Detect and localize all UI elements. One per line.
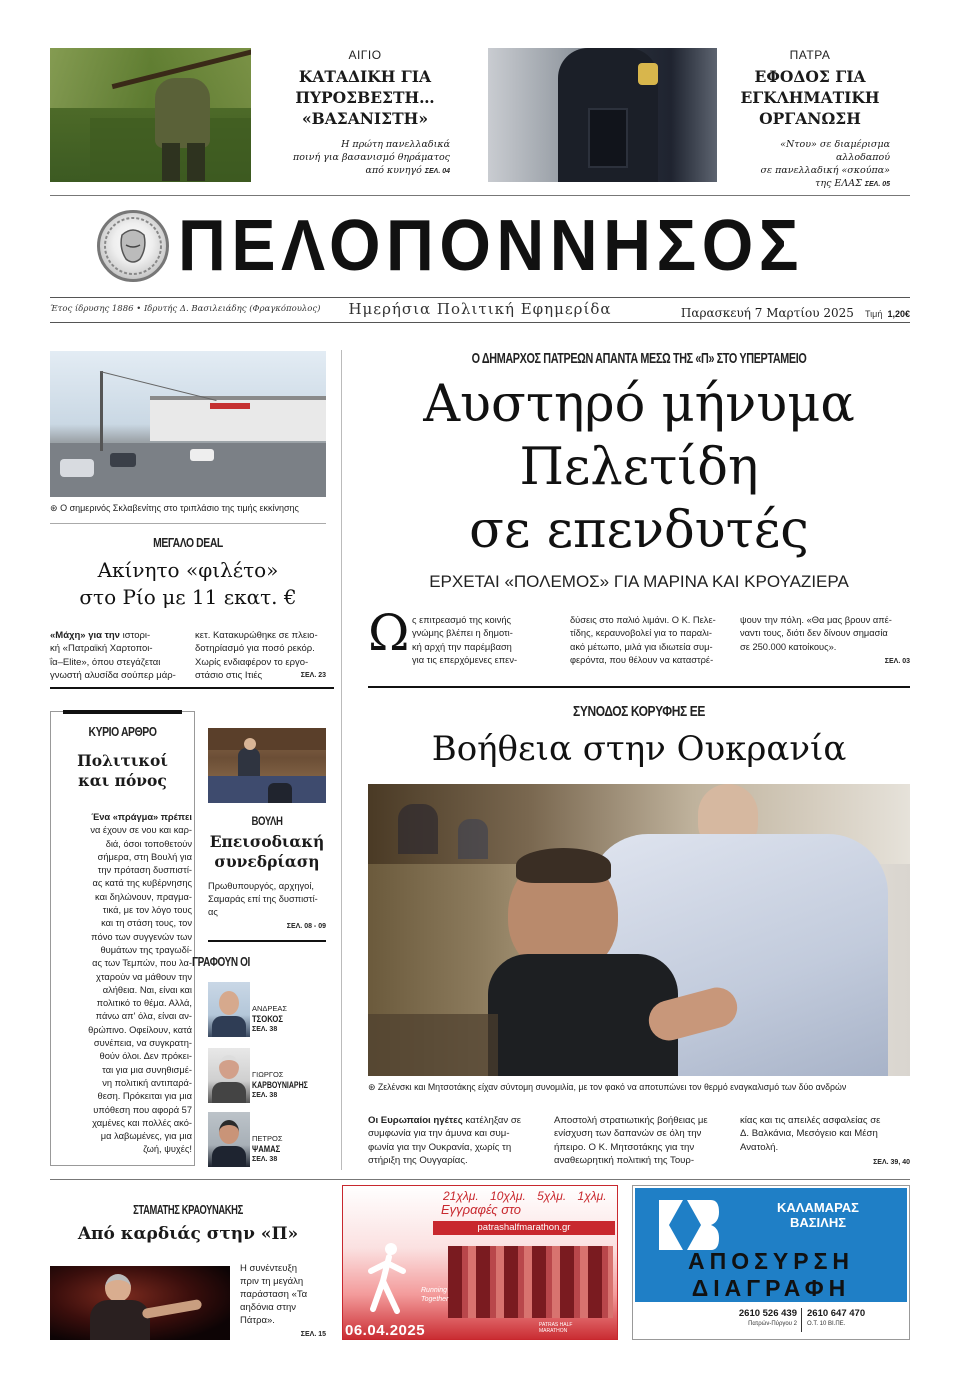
page-ref: ΣΕΛ. 15	[300, 1331, 326, 1338]
lead-story[interactable]	[368, 350, 910, 592]
supermarket-photo	[50, 351, 326, 497]
editorial-headline: Πολιτικοί και πόνος	[77, 751, 168, 790]
camera-icon: ⊛	[50, 503, 58, 513]
columnist-photo	[208, 982, 250, 1037]
kalamaras-name: ΚΑΛΑΜΑΡΑΣ ΒΑΣΙΛΗΣ	[777, 1200, 859, 1230]
rio-col2: κετ. Κατακυρώθηκε σε πλειο- δοτηρίασμό για ποσό ρεκόρ. Χωρίς ενδιαφέρον το εργο- στάσιο στις Ιτιές ΣΕΛ. 23	[195, 630, 326, 681]
camera-icon: ⊛	[368, 1082, 376, 1092]
page-ref: ΣΕΛ. 38	[252, 1156, 278, 1163]
kalamaras-ad[interactable]	[632, 1185, 910, 1340]
story-headline: Ακίνητο «φιλέτο» στο Ρίο με 11 εκατ. €	[79, 558, 297, 609]
story-sub: «Ντου» σε διαμέρισμα αλλοδαπού σε πανελλαδική «σκούπα» της ΕΛΑΣ ΣΕΛ. 05	[760, 139, 890, 189]
dropcap: Ω	[368, 604, 410, 662]
masthead-logo	[97, 210, 169, 282]
story-headline: ΕΦΟΔΟΣ ΓΙΑ ΕΓΚΛΗΜΑΤΙΚΗ ΟΡΓΑΝΩΣΗ	[740, 67, 880, 128]
founded-line: Έτος ίδρυσης 1886 • Ιδρυτής Δ. Βασιλειάδης (Φραγκόπουλος)	[50, 304, 321, 314]
kalamaras-logo	[655, 1196, 721, 1254]
marathon-distances: 21χλμ. 10χλμ. 5χλμ. 1χλμ.	[443, 1189, 607, 1203]
section-kicker: ΣΤΑΜΑΤΗΣ ΚΡΑΟΥΝΑΚΗΣ	[133, 1203, 243, 1217]
tagline: Ημερήσια Πολιτική Εφημερίδα	[348, 300, 612, 318]
section-kicker: ΒΟΥΛΗ	[251, 814, 283, 828]
editorial-body: Ένα «πράγμα» πρέπει να έχουν σε νου και καρ- διά, όσοι τοποθετούν σήμερα, στη Βουλή για την πρόταση δυσπιστί- ας κατά της κυβέρνησης και δηλώνουν, πραγμα- τικά, με τον λόγο τους και τη στάση τους, τον πόνο των συγγενών των θυμάτων της τραγωδί- ας των Τεμπών, που λα- χταρούν να μάθουν την αλήθεια. Ναι, είναι και πολιτικό το θέμα. Αλλά, πάνω απ' όλα, είναι αν- θρώπινο. Οφείλουν, κατά συνέπεια, να συγκρατη- θούν όλοι. Δεν πρόκει- ται για μια συνηθισμέ- νη πολιτική αντιπαρά- θεση. Πρόκειται για μια υπόθεση που αφορά 57 χαμένες και πολλές ακό- μα λαβωμένες, για μια ζωή, ψυχές!	[88, 812, 192, 1155]
marathon-slogan: Running Together	[421, 1287, 449, 1303]
page-ref: ΣΕΛ. 38	[252, 1092, 278, 1099]
kalamaras-service: ΑΠΟΣΥΡΣΗ ΔΙΑΓΡΑΦΗ	[687, 1248, 854, 1301]
divider	[50, 195, 910, 196]
parliament-story[interactable]	[208, 814, 326, 930]
krouniakis-story[interactable]	[50, 1188, 326, 1245]
rio-story[interactable]	[50, 535, 326, 681]
photo-caption: ⊛ Ο σημερινός Σκλαβενίτης στο τριπλάσιο της τιμής εκκίνησης	[50, 503, 299, 513]
page-ref: ΣΕΛ. 03	[884, 657, 910, 665]
summit-photo	[368, 784, 910, 1076]
editorial-box[interactable]	[50, 711, 195, 1166]
marathon-register: Εγγραφές στο	[440, 1202, 522, 1217]
divider	[50, 1179, 910, 1180]
section-kicker: ΣΥΝΟΔΟΣ ΚΟΡΥΦΗΣ ΕΕ	[573, 703, 705, 720]
divider	[50, 687, 334, 689]
police-photo	[488, 48, 717, 182]
lead-col1: ς επιτρεασμό της κοινής γνώμης βλέπει η δημοτι- κή αρχή την παρέμβαση για τις επερχόμενες επεν-	[412, 615, 518, 665]
story-body: Πρωθυπουργός, αρχηγοί, Σαμαράς επί της δυσπιστί- ας	[208, 881, 318, 917]
price: 1,20€	[887, 309, 910, 319]
story-kicker: ΑΙΓΙΟ	[348, 48, 382, 62]
lead-col3: ψουν την πόλη. «Θα μας βρουν απέ- ναντι τους, διότι δεν δίνουν σημασία σε 250.000 κατοίκους». ΣΕΛ. 03	[740, 614, 910, 668]
divider	[50, 322, 910, 323]
column-rule	[341, 350, 342, 1170]
story-headline: Επεισοδιακή συνεδρίαση	[209, 832, 325, 871]
story-sub: Η πρώτη πανελλαδικά ποινή για βασανισμό θηράματος από κυνηγό ΣΕΛ. 04	[292, 139, 450, 176]
story-kicker: ΠΑΤΡΑ	[789, 48, 831, 62]
krouniakis-photo	[50, 1266, 230, 1340]
rio-col1: «Μάχη» για την ιστορι- κή «Πατραϊκή Χαρτοποι- ΐα–Elite», όπου στεγάζεται γνωστή αλυσίδα σούπερ μάρ-	[50, 630, 176, 681]
marathon-ad[interactable]	[342, 1185, 618, 1340]
summit-col2: Αποστολή στρατιωτικής βοήθειας με ενίσχυση των δαπανών σε όλη την ήπειρο. Ο Κ. Μητσοτάκης για την αναθεωρητική πολιτική της Τουρ-	[554, 1115, 708, 1166]
columnist-photo	[208, 1112, 250, 1167]
parliament-photo	[208, 728, 326, 803]
issue-date: Παρασκευή 7 Μαρτίου 2025 Τιμή 1,20€	[680, 306, 910, 320]
page-ref: ΣΕΛ. 05	[864, 181, 890, 188]
photo-caption: ⊛ Ζελένσκι και Μητσοτάκης είχαν σύντομη συνομιλία, με τον φακό να αποτυπώνει τον θερμό εναγκαλισμό των δύο ανδρών	[368, 1082, 847, 1092]
columnist-psamas[interactable]: ΠΕΤΡΟΣ ΨΑΜΑΣ ΣΕΛ. 38	[208, 1112, 326, 1170]
lead-headline: Αυστηρό μήνυμα Πελετίδη σε επενδυτές	[423, 375, 855, 560]
page-ref: ΣΕΛ. 04	[424, 168, 450, 175]
page-ref: ΣΕΛ. 38	[252, 1026, 278, 1033]
columnist-tsokos[interactable]: ΑΝΔΡΕΑΣ ΤΣΟΚΟΣ ΣΕΛ. 38	[208, 982, 326, 1040]
lead-kicker: Ο ΔΗΜΑΡΧΟΣ ΠΑΤΡΕΩΝ ΑΠΑΝΤΑ ΜΕΣΩ ΤΗΣ «Π» ΣΤΟ ΥΠΕΡΤΑΜΕΙΟ	[471, 350, 807, 367]
masthead-title: ΠΕΛΟΠΟΝΝΗΣΟΣ	[178, 206, 805, 286]
hunter-photo	[50, 48, 251, 182]
summit-story[interactable]	[368, 703, 910, 770]
divider	[208, 940, 326, 942]
section-kicker: ΜΕΓΑΛΟ DEAL	[153, 535, 223, 550]
divider	[368, 686, 910, 688]
story-patra[interactable]	[730, 48, 890, 189]
story-aigio[interactable]	[260, 48, 450, 182]
columnist-karvouniaris[interactable]: ΓΙΩΡΓΟΣ ΚΑΡΒΟΥΝΙΑΡΗΣ ΣΕΛ. 38	[208, 1048, 326, 1106]
story-headline: Από καρδιάς στην «Π»	[77, 1224, 299, 1244]
summit-col3: κίας και τις απειλές ασφαλείας σε Δ. Βαλκάνια, Μεσόγειο και Μέση Ανατολή. ΣΕΛ. 39, 40	[740, 1114, 910, 1169]
divider	[50, 523, 326, 524]
marathon-org: PATRAS HALF MARATHON	[539, 1322, 573, 1334]
kalamaras-contact-1: 2610 526 439 Πατρών-Πύργου 2	[738, 1308, 797, 1327]
page-ref: ΣΕΛ. 08 - 09	[286, 923, 326, 930]
marathon-site: patrashalfmarathon.gr	[433, 1221, 615, 1235]
runner-icon	[363, 1241, 413, 1316]
marathon-date: 06.04.2025	[345, 1322, 426, 1339]
summit-headline: Βοήθεια στην Ουκρανία	[431, 729, 847, 769]
page-ref: ΣΕΛ. 23	[300, 671, 326, 679]
lead-col2: δύσεις στο παλιό λιμάνι. Ο Κ. Πελε- τίδης, κεραυνοβολεί για το παραλι- ακό μέτωπο, μιλά για ιδιωτεία συμ- φερόντα, που θέλουν να καταστρέ-	[570, 615, 716, 665]
kalamaras-contact-2: 2610 647 470 Ο.Τ. 10 ΒΙ.ΠΕ.	[807, 1308, 866, 1327]
story-body: Η συνέντευξη πριν τη μεγάλη παράσταση «Τα αηδόνια στην Πάτρα». ΣΕΛ. 15	[240, 1262, 326, 1341]
columnists-heading: ΓΡΑΦΟΥΝ ΟΙ	[192, 955, 250, 969]
story-headline: ΚΑΤΑΔΙΚΗ ΓΙΑ ΠΥΡΟΣΒΕΣΤΗ… «ΒΑΣΑΝΙΣΤΗ»	[295, 67, 435, 128]
divider	[50, 297, 910, 298]
section-kicker: ΚΥΡΙΟ ΑΡΘΡΟ	[88, 724, 157, 739]
page-ref: ΣΕΛ. 39, 40	[873, 1158, 910, 1166]
summit-col1: Οι Ευρωπαίοι ηγέτες κατέληξαν σε συμφωνία για την άμυνα και συμ- φωνία για την Ουκρανία, χωρίς τη στήριξη της Ουγγαρίας.	[368, 1115, 522, 1166]
lead-subhead: ΕΡΧΕΤΑΙ «ΠΟΛΕΜΟΣ» ΓΙΑ ΜΑΡΙΝΑ ΚΑΙ ΚΡΟΥΑΖΙΕΡΑ	[429, 572, 849, 591]
columnist-photo	[208, 1048, 250, 1103]
